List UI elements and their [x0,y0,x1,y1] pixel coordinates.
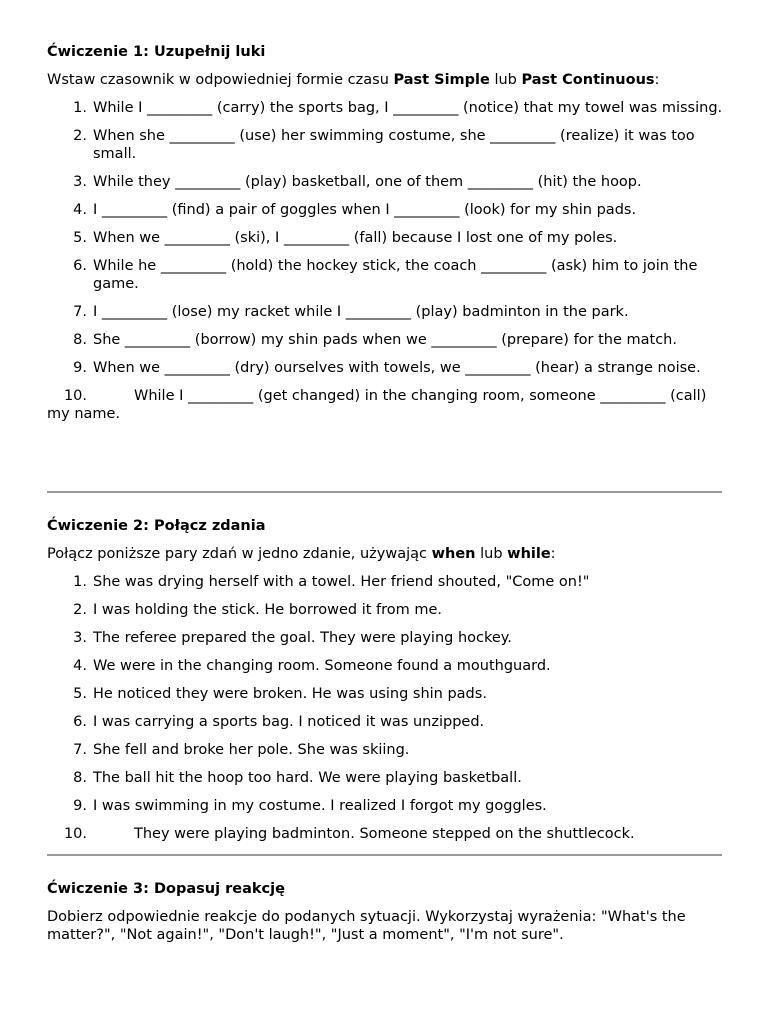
item-text: She was drying herself with a towel. Her friend shouted, "Come on!" [93,574,590,590]
exercise-3-heading: Ćwiczenie 3: Dopasuj reakcję [47,881,285,897]
item-number: 1. [73,574,87,590]
item-text: The referee prepared the goal. They were playing hockey. [93,630,512,646]
list-item [47,303,723,321]
item-number: 6. [73,258,87,274]
item-number: 9. [73,360,87,376]
exercise-2-instructions [47,545,723,563]
item-text: He noticed they were broken. He was using shin pads. [93,686,487,702]
item-text: We were in the changing room. Someone found a mouthguard. [93,658,551,674]
item-number: 6. [73,714,87,730]
exercise-1-list [47,99,723,423]
item-number: 2. [73,602,87,618]
item-text: I was carrying a sports bag. I noticed it was unzipped. [93,714,485,730]
list-item [47,825,723,843]
item-number: 10. [63,826,87,842]
exercise-2-heading: Ćwiczenie 2: Połącz zdania [47,518,266,534]
list-item [47,257,723,293]
list-item [47,229,723,247]
item-number: 5. [73,686,87,702]
instructions-text: Wstaw czasownik w odpowiedniej formie czasu [47,72,394,88]
list-item [47,359,723,377]
instructions-bold: while [507,546,551,562]
item-text: While he _________ (hold) the hockey stick, the coach _________ (ask) him to join the game. [93,258,698,292]
list-item [47,797,723,815]
item-text: She fell and broke her pole. She was skiing. [93,742,410,758]
list-item [47,173,723,191]
item-text: While they _________ (play) basketball, one of them _________ (hit) the hoop. [93,174,642,190]
list-item [47,657,723,675]
exercise-2-list [47,573,723,843]
item-number: 4. [73,658,87,674]
item-text: While I _________ (carry) the sports bag, I _________ (notice) that my towel was missing. [93,100,723,116]
instructions-text: : [654,72,660,88]
section-divider [47,854,722,856]
item-number: 5. [73,230,87,246]
instructions-text: lub [475,546,508,562]
list-item [47,769,723,787]
item-number: 7. [73,304,87,320]
item-number: 3. [73,630,87,646]
item-text: While I _________ (get changed) in the changing room, someone _________ (call) my name. [47,388,707,422]
instructions-text: lub [489,72,522,88]
item-text: When she _________ (use) her swimming costume, she _________ (realize) it was too small. [93,128,695,162]
item-number: 9. [73,798,87,814]
instructions-text: : [550,546,556,562]
instructions-bold: when [431,546,476,562]
item-number: 2. [73,128,87,144]
instructions-text: Połącz poniższe pary zdań w jedno zdanie, używając [47,546,432,562]
list-item [47,629,723,647]
list-item [47,99,723,117]
item-text: I was swimming in my costume. I realized I forgot my goggles. [93,798,547,814]
item-number: 3. [73,174,87,190]
list-item [47,573,723,591]
item-text: The ball hit the hoop too hard. We were playing basketball. [93,770,522,786]
exercise-3-instructions: Dobierz odpowiednie reakcje do podanych sytuacji. Wykorzystaj wyrażenia: "What's the matter?", "Not again!", "Don't laugh!", "Just a moment", "I'm not sure". [47,909,686,943]
list-item [47,601,723,619]
section-divider [47,491,722,493]
list-item [47,331,723,349]
item-number: 4. [73,202,87,218]
item-text: I _________ (find) a pair of goggles when I _________ (look) for my shin pads. [93,202,637,218]
item-text: She _________ (borrow) my shin pads when we _________ (prepare) for the match. [93,332,677,348]
list-item [47,201,723,219]
item-number: 8. [73,770,87,786]
list-item [47,127,723,163]
exercise-1-heading: Ćwiczenie 1: Uzupełnij luki [47,44,266,60]
exercise-3 [47,880,723,944]
item-text: When we _________ (dry) ourselves with towels, we _________ (hear) a strange noise. [93,360,701,376]
item-text: When we _________ (ski), I _________ (fall) because I lost one of my poles. [93,230,618,246]
item-text: I was holding the stick. He borrowed it from me. [93,602,443,618]
exercise-1 [47,43,723,423]
item-number: 8. [73,332,87,348]
list-item [47,685,723,703]
instructions-bold: Past Continuous [521,72,655,88]
list-item [47,387,723,423]
exercise-2 [47,517,723,843]
item-text: They were playing badminton. Someone stepped on the shuttlecock. [134,826,635,842]
item-number: 7. [73,742,87,758]
item-number: 1. [73,100,87,116]
item-number: 10. [63,388,87,404]
item-text: I _________ (lose) my racket while I _________ (play) badminton in the park. [93,304,629,320]
list-item [47,741,723,759]
exercise-1-instructions [47,71,723,89]
list-item [47,713,723,731]
instructions-bold: Past Simple [393,72,490,88]
